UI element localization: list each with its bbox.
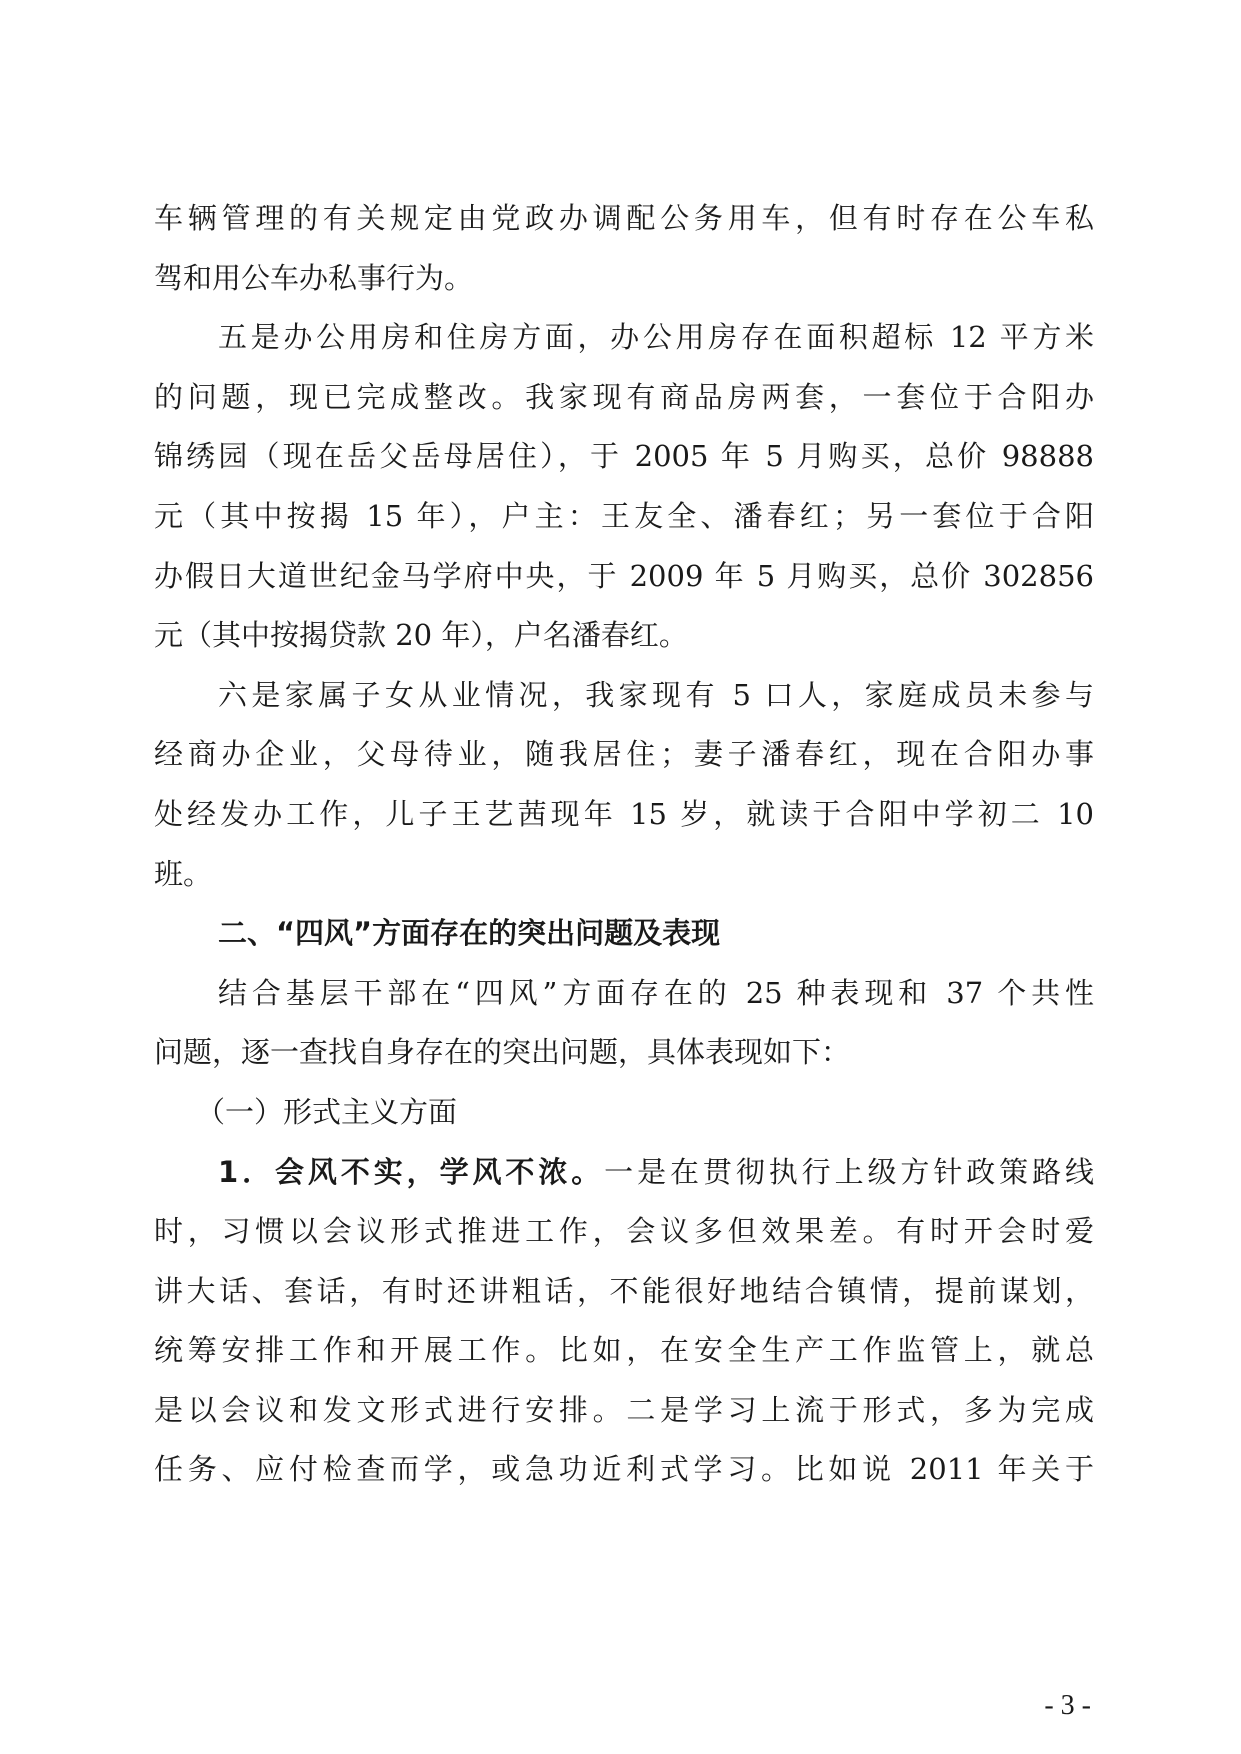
paragraph-line: 讲大话、套话，有时还讲粗话，不能很好地结合镇情，提前谋划，: [154, 1274, 1094, 1308]
paragraph-line: 统筹安排工作和开展工作。比如，在安全生产工作监管上，就总: [154, 1333, 1094, 1367]
paragraph-line: 结合基层干部在“四风”方面存在的 25 种表现和 37 个共性: [218, 976, 1094, 1010]
paragraph-line: 处经发办工作，儿子王艺茜现年 15 岁，就读于合阳中学初二 10: [154, 797, 1094, 831]
paragraph-line: 五是办公用房和住房方面，办公用房存在面积超标 12 平方米: [218, 320, 1094, 354]
paragraph-line: 元（其中按揭贷款 20 年），户名潘春红。: [154, 618, 688, 652]
paragraph-line: 六是家属子女从业情况，我家现有 5 口人，家庭成员未参与: [218, 678, 1094, 712]
paragraph-line: 元（其中按揭 15 年），户主：王友全、潘春红；另一套位于合阳: [154, 499, 1094, 533]
bold-lead-text: 1．会风不实，学风不浓。: [218, 1155, 605, 1189]
paragraph-line: 班。: [154, 857, 213, 891]
page-number: - 3 -: [1044, 1690, 1091, 1721]
paragraph-line: 是以会议和发文形式进行安排。二是学习上流于形式，多为完成: [154, 1393, 1094, 1427]
paragraph-line: 的问题，现已完成整改。我家现有商品房两套，一套位于合阳办: [154, 380, 1094, 414]
paragraph-line: 任务、应付检查而学，或急功近利式学习。比如说 2011 年关于: [154, 1452, 1094, 1486]
paragraph-line: 办假日大道世纪金马学府中央，于 2009 年 5 月购买，总价 302856: [154, 559, 1094, 593]
paragraph-line: 经商办企业，父母待业，随我居住；妻子潘春红，现在合阳办事: [154, 737, 1094, 771]
subsection-heading: （一）形式主义方面: [196, 1095, 458, 1129]
paragraph-line: 问题，逐一查找自身存在的突出问题，具体表现如下：: [154, 1035, 851, 1069]
paragraph-line: 锦绣园（现在岳父岳母居住），于 2005 年 5 月购买，总价 98888: [154, 439, 1094, 473]
section-heading: 二、“四风”方面存在的突出问题及表现: [218, 916, 721, 950]
paragraph-line: 驾和用公车办私事行为。: [154, 261, 474, 295]
paragraph-line: 车辆管理的有关规定由党政办调配公务用车，但有时存在公车私: [154, 201, 1094, 235]
paragraph-line: [218, 1152, 1094, 1192]
paragraph-line: 时，习惯以会议形式推进工作，会议多但效果差。有时开会时爱: [154, 1214, 1094, 1248]
paragraph-text: 一是在贯彻执行上级方针政策路线: [604, 1155, 1094, 1189]
